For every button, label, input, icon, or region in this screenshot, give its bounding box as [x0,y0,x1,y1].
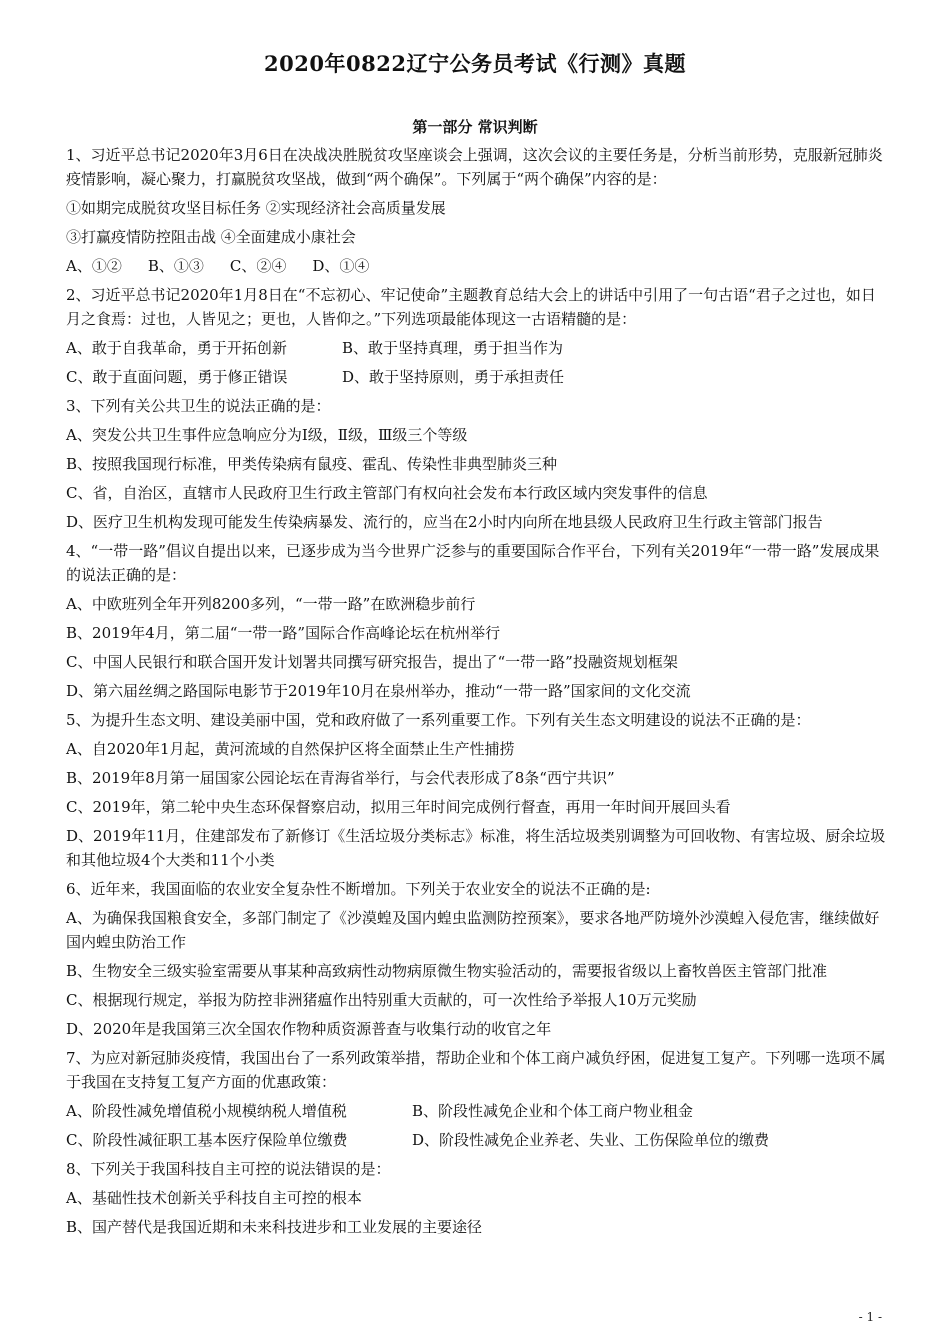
option-c: C、阶段性减征职工基本医疗保险单位缴费 [66,1131,348,1149]
question-1-stem: 1、习近平总书记2020年3月6日在决战决胜脱贫攻坚座谈会上强调，这次会议的主要任务是，分析当前形势，克服新冠肺炎疫情影响，凝心聚力，打赢脱贫攻坚战，做到“两个确保”。下列属于“两个确保”内容的是： [66,146,883,188]
question-5-option-a: A、自2020年1月起，黄河流域的自然保护区将全面禁止生产性捕捞 [66,740,515,758]
question-3-option-b: B、按照我国现行标准，甲类传染病有鼠疫、霍乱、传染性非典型肺炎三种 [66,455,558,473]
question-3-option-d: D、医疗卫生机构发现可能发生传染病暴发、流行的，应当在2小时内向所在地县级人民政府卫生行政主管部门报告 [66,513,823,531]
question-1-options [66,254,888,278]
option-b: B、阶段性减免企业和个体工商户物业租金 [412,1102,694,1120]
question-4-stem: 4、“一带一路”倡议自提出以来，已逐步成为当今世界广泛参与的重要国际合作平台，下列有关2019年“一带一路”发展成果的说法正确的是： [66,542,880,584]
question-4-option-a: A、中欧班列全年开列8200多列，“一带一路”在欧洲稳步前行 [66,595,476,613]
question-5-stem: 5、为提升生态文明、建设美丽中国，党和政府做了一系列重要工作。下列有关生态文明建设的说法不正确的是： [66,711,811,729]
option-a: A、①② [66,257,122,275]
option-a: A、敢于自我革命，勇于开拓创新 [66,339,287,357]
question-7-options-row-1 [66,1099,888,1123]
question-8-option-b: B、国产替代是我国近期和未来科技进步和工业发展的主要途径 [66,1218,483,1236]
question-1-statement-b: ③打赢疫情防控阻击战 ④全面建成小康社会 [66,228,356,246]
question-6-option-c: C、根据现行规定，举报为防控非洲猪瘟作出特别重大贡献的，可一次性给予举报人10万元奖励 [66,991,697,1009]
question-5-option-d: D、2019年11月，住建部发布了新修订《生活垃圾分类标志》标准，将生活垃圾类别调整为可回收物、有害垃圾、厨余垃圾和其他垃圾4个大类和11个小类 [66,827,886,869]
question-3-stem: 3、下列有关公共卫生的说法正确的是： [66,397,331,415]
question-6-option-a: A、为确保我国粮食安全，多部门制定了《沙漠蝗及国内蝗虫监测防控预案》，要求各地严防境外沙漠蝗入侵危害，继续做好国内蝗虫防治工作 [66,909,880,951]
question-5-option-b: B、2019年8月第一届国家公园论坛在青海省举行，与会代表形成了8条“西宁共识” [66,769,615,787]
question-7-stem: 7、为应对新冠肺炎疫情，我国出台了一系列政策举措，帮助企业和个体工商户减负纾困，促进复工复产。下列哪一选项不属于我国在支持复工复产方面的优惠政策： [66,1049,886,1091]
question-4-option-b: B、2019年4月，第二届“一带一路”国际合作高峰论坛在杭州举行 [66,624,501,642]
question-7-options-row-2 [66,1128,888,1152]
question-4-option-d: D、第六届丝绸之路国际电影节于2019年10月在泉州举办，推动“一带一路”国家间的文化交流 [66,682,691,700]
question-8-stem: 8、下列关于我国科技自主可控的说法错误的是： [66,1160,391,1178]
question-5-option-c: C、2019年，第二轮中央生态环保督察启动，拟用三年时间完成例行督查，再用一年时间开展回头看 [66,798,731,816]
question-3-option-c: C、省，自治区，直辖市人民政府卫生行政主管部门有权向社会发布本行政区域内突发事件的信息 [66,484,708,502]
option-a: A、阶段性减免增值税小规模纳税人增值税 [66,1102,347,1120]
option-c: C、②④ [229,257,287,275]
question-4-option-c: C、中国人民银行和联合国开发计划署共同撰写研究报告，提出了“一带一路”投融资规划框架 [66,653,678,671]
section-heading: 第一部分 常识判断 [412,118,538,136]
question-2-options-row-1 [66,336,888,360]
question-6-option-b: B、生物安全三级实验室需要从事某种高致病性动物病原微生物实验活动的，需要报省级以上畜牧兽医主管部门批准 [66,962,828,980]
option-b: B、敢于坚持真理，勇于担当作为 [342,339,564,357]
question-2-options-row-2 [66,365,888,389]
option-b: B、①③ [147,257,204,275]
page-number: - 1 - [858,1310,882,1324]
document-title: 2020年0822辽宁公务员考试《行测》真题 [264,51,686,76]
question-3-option-a: A、突发公共卫生事件应急响应分为Ⅰ级，Ⅱ级，Ⅲ级三个等级 [66,426,468,444]
question-6-option-d: D、2020年是我国第三次全国农作物种质资源普查与收集行动的收官之年 [66,1020,552,1038]
question-6-stem: 6、近年来，我国面临的农业安全复杂性不断增加。下列关于农业安全的说法不正确的是: [66,880,651,898]
option-d: D、敢于坚持原则，勇于承担责任 [342,368,565,386]
question-2-stem: 2、习近平总书记2020年1月8日在“不忘初心、牢记使命”主题教育总结大会上的讲话中引用了一句古语“君子之过也，如日月之食焉：过也，人皆见之；更也，人皆仰之。”下列选项最能体现这一古语精髓的是： [66,286,876,328]
option-d: D、①④ [312,257,370,275]
question-1-statement-a: ①如期完成脱贫攻坚目标任务 ②实现经济社会高质量发展 [66,199,446,217]
option-d: D、阶段性减免企业养老、失业、工伤保险单位的缴费 [412,1131,770,1149]
option-c: C、敢于直面问题，勇于修正错误 [66,368,288,386]
question-8-option-a: A、基础性技术创新关乎科技自主可控的根本 [66,1189,362,1207]
question-list [66,143,888,1244]
